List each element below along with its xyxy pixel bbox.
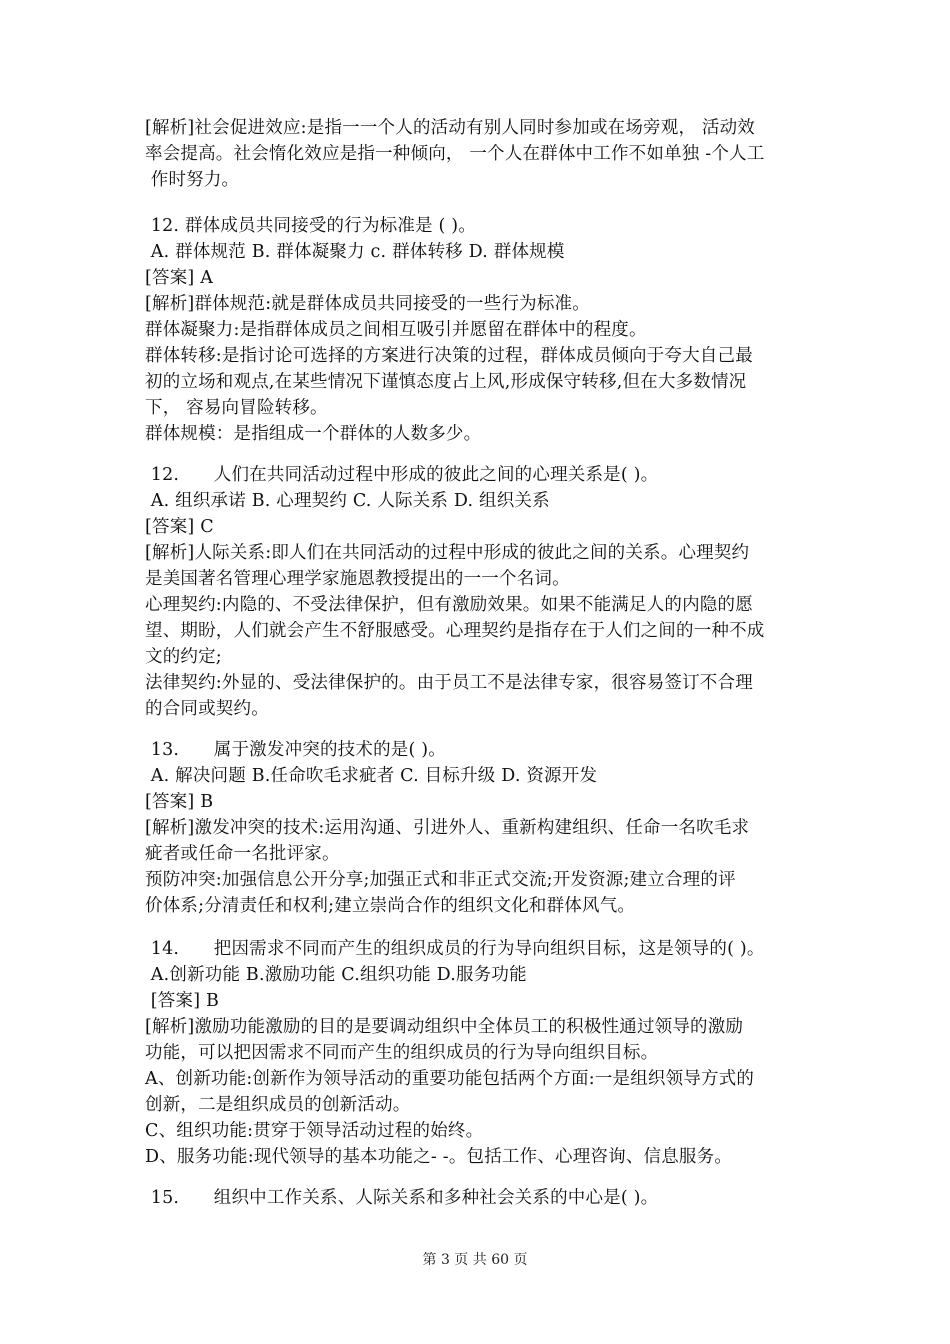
text-line: 法律契约:外显的、受法律保护的。由于员工不是法律专家，很容易签订不合理	[145, 673, 753, 693]
text-line: 群体凝聚力:是指群体成员之间相互吸引并愿留在群体中的程度。	[145, 320, 647, 340]
text-line: 功能，可以把因需求不同而产生的组织成员的行为导向组织目标。	[145, 1043, 659, 1063]
text-line: 预防冲突:加强信息公开分享;加强正式和非正式交流;开发资源;建立合理的评	[145, 870, 736, 890]
text-line: D、服务功能:现代领导的基本功能之- -。包括工作、心理咨询、信息服务。	[145, 1147, 733, 1167]
question-14: 14. 把因需求不同而产生的组织成员的行为导向组织目标，这是领导的( )。	[145, 939, 765, 959]
answer-line: [答案] B	[145, 991, 220, 1011]
text-line: [解析]人际关系:即人们在共同活动的过程中形成的彼此之间的关系。心理契约	[145, 543, 750, 563]
text-line: [解析]激发冲突的技术:运用沟通、引进外人、重新构建组织、任命一名吹毛求	[145, 818, 750, 838]
answer-line: [答案] B	[145, 792, 214, 812]
options-line: A. 解决问题 B.任命吹毛求疵者 C. 目标升级 D. 资源开发	[145, 766, 598, 786]
text-line: 群体转移:是指讨论可选择的方案进行决策的过程，群体成员倾向于夸大自己最	[145, 346, 753, 366]
options-line: A. 群体规范 B. 群体凝聚力 c. 群体转移 D. 群体规模	[145, 242, 565, 262]
text-line: 创新，二是组织成员的创新活动。	[145, 1095, 411, 1115]
options-line: A. 组织承诺 B. 心理契约 C. 人际关系 D. 组织关系	[145, 491, 550, 511]
text-line: A、创新功能:创新作为领导活动的重要功能包括两个方面:一是组织领导方式的	[145, 1069, 755, 1089]
answer-line: [答案] C	[145, 517, 214, 537]
text-line: [解析]群体规范:就是群体成员共同接受的一些行为标准。	[145, 294, 590, 314]
text-line: 是美国著名管理心理学家施恩教授提出的一一个名词。	[145, 569, 570, 589]
text-line: 望、期盼，人们就会产生不舒服感受。心理契约是指存在于人们之间的一种不成	[145, 621, 765, 641]
text-line: 心理契约:内隐的、不受法律保护，但有激励效果。如果不能满足人的内隐的愿	[145, 595, 753, 615]
text-line: [解析]激励功能激励的目的是要调动组织中全体员工的积极性通过领导的激励	[145, 1017, 744, 1037]
text-line: 文的约定;	[145, 647, 222, 667]
answer-line: [答案] A	[145, 268, 214, 288]
question-12a: 12. 群体成员共同接受的行为标准是 ( )。	[145, 216, 477, 236]
options-line: A.创新功能 B.激励功能 C.组织功能 D.服务功能	[145, 965, 527, 985]
page-footer: 第 3 页 共 60 页	[422, 1252, 528, 1268]
question-15: 15. 组织中工作关系、人际关系和多种社会关系的中心是( )。	[145, 1188, 659, 1208]
text-line: 下， 容易向冒险转移。	[145, 398, 328, 418]
text-line: C、组织功能:贯穿于领导活动过程的始终。	[145, 1121, 484, 1141]
text-line: 的合同或契约。	[145, 699, 269, 719]
question-12b: 12. 人们在共同活动过程中形成的彼此之间的心理关系是( )。	[145, 465, 659, 485]
text-line: 疵者或任命一名批评家。	[145, 844, 340, 864]
text-line: 率会提高。社会惰化效应是指一种倾向， 一个人在群体中工作不如单独 -个人工	[145, 144, 765, 164]
text-line: 初的立场和观点,在某些情况下谨慎态度占上风,形成保守转移,但在大多数情况	[145, 372, 747, 392]
text-line: 价体系;分清责任和权利;建立崇尚合作的组织文化和群体风气。	[145, 896, 636, 916]
question-13: 13. 属于激发冲突的技术的是( )。	[145, 740, 446, 760]
text-line: 作时努力。	[145, 170, 240, 190]
text-line: 群体规模：是指组成一个群体的人数多少。	[145, 424, 482, 444]
text-line: [解析]社会促进效应:是指一一个人的活动有别人同时参加或在场旁观， 活动效	[145, 118, 756, 138]
